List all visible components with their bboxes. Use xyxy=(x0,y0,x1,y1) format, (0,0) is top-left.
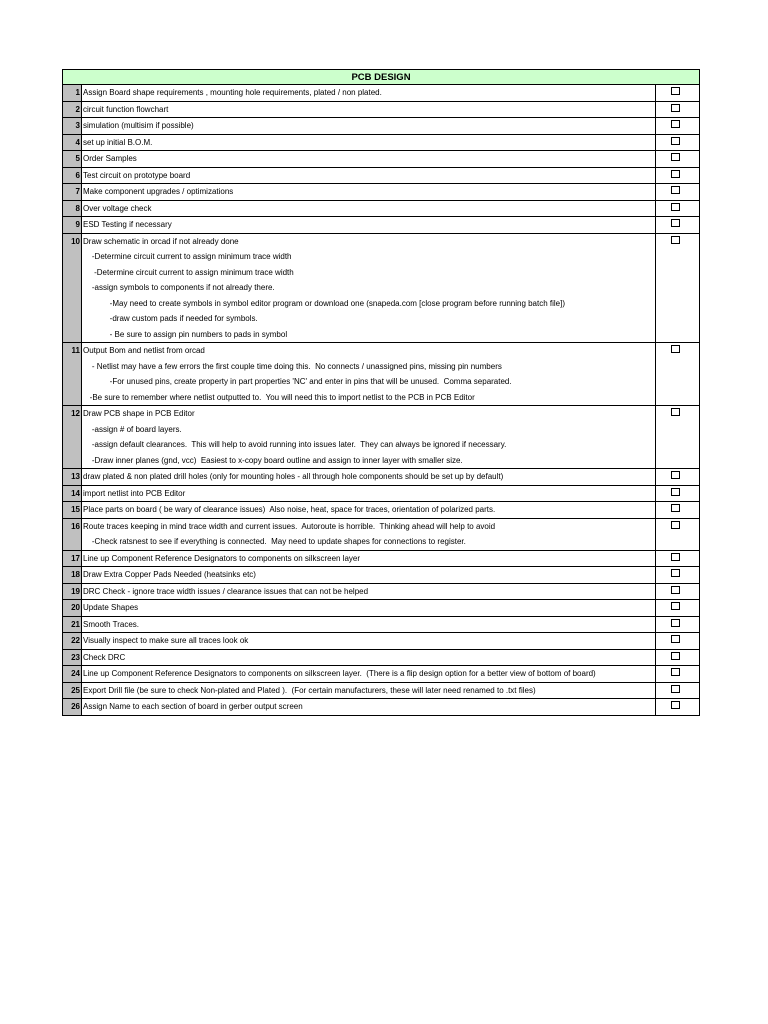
checkbox-cell xyxy=(656,617,699,633)
checkbox[interactable] xyxy=(671,586,680,594)
checkbox-cell xyxy=(656,406,699,468)
item-description xyxy=(82,600,656,616)
item-number xyxy=(63,343,82,405)
checkbox-cell xyxy=(656,502,699,518)
checkbox[interactable] xyxy=(671,120,680,128)
item-subnote-line: -Determine circuit current to assign minimum trace width xyxy=(83,252,292,261)
checkbox-cell xyxy=(656,683,699,699)
item-description xyxy=(82,683,656,699)
checkbox-cell xyxy=(656,184,699,200)
checkbox[interactable] xyxy=(671,701,680,709)
item-description-line: Route traces keeping in mind trace width and current issues. Autoroute is horrible. Thinking ahead will help to avoid xyxy=(83,521,496,531)
item-number-text: 12 xyxy=(71,409,80,418)
item-number-text: 22 xyxy=(71,636,80,645)
item-subnote-line: -assign # of board layers. xyxy=(83,424,182,434)
checklist-row xyxy=(62,486,700,503)
item-description xyxy=(82,168,656,184)
item-number-text: 20 xyxy=(71,603,80,612)
checkbox[interactable] xyxy=(671,504,680,512)
item-number-text: 19 xyxy=(71,586,80,596)
checklist-title: PCB DESIGN xyxy=(62,69,700,85)
item-subnote-line: -Check ratsnest to see if everything is connected. May need to update shapes for connections to register. xyxy=(83,537,466,546)
item-description xyxy=(82,234,656,343)
checklist-row xyxy=(62,666,700,683)
item-number xyxy=(63,201,82,217)
checklist-row xyxy=(62,85,700,102)
checklist-row xyxy=(62,135,700,152)
item-description-line: simulation (multisim if possible) xyxy=(83,121,194,130)
item-number-text: 8 xyxy=(75,203,80,213)
item-description xyxy=(82,135,656,151)
checklist-row xyxy=(62,217,700,234)
item-number-text: 16 xyxy=(71,521,80,531)
item-number xyxy=(63,519,82,550)
checkbox-cell xyxy=(656,650,699,666)
item-description xyxy=(82,567,656,583)
checklist-row xyxy=(62,584,700,601)
checkbox[interactable] xyxy=(671,619,680,627)
item-description xyxy=(82,118,656,134)
item-description-line: Draw schematic in orcad if not already done xyxy=(83,236,239,246)
checkbox-cell xyxy=(656,567,699,583)
item-description-line: Line up Component Reference Designators to components on silkscreen layer. (There is a flip design option for a better view of bottom of board) xyxy=(83,669,596,678)
item-number-text: 9 xyxy=(75,220,80,229)
checkbox-cell xyxy=(656,151,699,167)
item-subnote-line: -assign default clearances. This will help to avoid running into issues later. They can always be ignored if necessary. xyxy=(83,440,507,449)
checklist-row xyxy=(62,633,700,650)
checkbox[interactable] xyxy=(671,553,680,561)
checkbox-cell xyxy=(656,666,699,682)
item-number xyxy=(63,699,82,715)
item-subnote-line: -For unused pins, create property in part properties 'NC' and enter in pins that will be unused. Comma separated. xyxy=(83,377,512,386)
item-description xyxy=(82,201,656,217)
item-number-text: 17 xyxy=(71,553,80,563)
item-description-line: Line up Component Reference Designators to components on silkscreen layer xyxy=(83,553,361,563)
checklist-row xyxy=(62,102,700,119)
item-description xyxy=(82,617,656,633)
checkbox[interactable] xyxy=(671,602,680,610)
item-description xyxy=(82,343,656,405)
checkbox[interactable] xyxy=(671,635,680,643)
checkbox-cell xyxy=(656,519,699,550)
checklist-row xyxy=(62,168,700,185)
item-number-text: 18 xyxy=(71,570,80,579)
item-number-text: 4 xyxy=(75,137,80,147)
item-subnote-line: -Be sure to remember where netlist outputted to. You will need this to import netlist to the PCB in PCB Editor xyxy=(83,392,475,402)
item-number xyxy=(63,486,82,502)
item-description xyxy=(82,217,656,233)
checkbox[interactable] xyxy=(671,408,680,416)
item-description-line: Smooth Traces. xyxy=(83,619,140,629)
checkbox[interactable] xyxy=(671,170,680,178)
checkbox[interactable] xyxy=(671,137,680,145)
item-subnote-line: -assign symbols to components if not already there. xyxy=(83,283,275,292)
item-description xyxy=(82,502,656,518)
item-number-text: 23 xyxy=(71,652,80,662)
item-number-text: 15 xyxy=(71,505,80,514)
item-description-line: Output Bom and netlist from orcad xyxy=(83,346,205,355)
checkbox-cell xyxy=(656,633,699,649)
item-description-line: Draw PCB shape in PCB Editor xyxy=(83,409,195,418)
item-number-text: 6 xyxy=(75,170,80,180)
checklist-row xyxy=(62,201,700,218)
item-number-text: 3 xyxy=(75,121,80,130)
checkbox-cell xyxy=(656,118,699,134)
item-number-text: 10 xyxy=(71,236,80,246)
checkbox[interactable] xyxy=(671,471,680,479)
item-number xyxy=(63,469,82,485)
checklist-row xyxy=(62,617,700,634)
item-description-line: draw plated & non plated drill holes (only for mounting holes - all through hole components should be set up by default) xyxy=(83,472,504,481)
checklist-row xyxy=(62,469,700,486)
checkbox[interactable] xyxy=(671,87,680,95)
checkbox-cell xyxy=(656,217,699,233)
item-subnote-line: -draw custom pads if needed for symbols. xyxy=(83,314,258,323)
item-number xyxy=(63,151,82,167)
item-description xyxy=(82,666,656,682)
checkbox[interactable] xyxy=(671,685,680,693)
checkbox[interactable] xyxy=(671,569,680,577)
checkbox-cell xyxy=(656,234,699,343)
checkbox-cell xyxy=(656,102,699,118)
item-description-line: import netlist into PCB Editor xyxy=(83,488,186,498)
item-number xyxy=(63,567,82,583)
item-number xyxy=(63,234,82,343)
item-number xyxy=(63,184,82,200)
checklist-row xyxy=(62,343,700,406)
checkbox-cell xyxy=(656,699,699,715)
checkbox-cell xyxy=(656,600,699,616)
checkbox-cell xyxy=(656,584,699,600)
item-number xyxy=(63,135,82,151)
checklist-row xyxy=(62,699,700,716)
item-description-line: Check DRC xyxy=(83,652,126,662)
item-description xyxy=(82,184,656,200)
item-number xyxy=(63,406,82,468)
item-description xyxy=(82,102,656,118)
item-number-text: 5 xyxy=(75,154,80,163)
checkbox-cell xyxy=(656,201,699,217)
item-number xyxy=(63,683,82,699)
checkbox[interactable] xyxy=(671,219,680,227)
checklist-row xyxy=(62,502,700,519)
item-number xyxy=(63,650,82,666)
item-subnote-line: -Draw inner planes (gnd, vcc) Easiest to x-copy board outline and assign to inner layer with smaller size. xyxy=(83,455,463,465)
item-description xyxy=(82,650,656,666)
item-description-line: Assign Name to each section of board in gerber output screen xyxy=(83,702,303,711)
item-number xyxy=(63,102,82,118)
item-number-text: 26 xyxy=(71,702,80,711)
checklist-row xyxy=(62,118,700,135)
item-description xyxy=(82,469,656,485)
checkbox[interactable] xyxy=(671,153,680,161)
item-number-text: 21 xyxy=(71,619,80,629)
item-number xyxy=(63,584,82,600)
checkbox[interactable] xyxy=(671,521,680,529)
item-description-line: Export Drill file (be sure to check Non-plated and Plated ). (For certain manufacturers, these will later need renamed to .txt files) xyxy=(83,685,536,695)
item-description-line: Visually inspect to make sure all traces look ok xyxy=(83,636,249,645)
checklist-row xyxy=(62,406,700,469)
pcb-design-checklist xyxy=(62,69,700,716)
item-description xyxy=(82,519,656,550)
item-number xyxy=(63,118,82,134)
item-number xyxy=(63,551,82,567)
item-number xyxy=(63,666,82,682)
item-number xyxy=(63,168,82,184)
item-number xyxy=(63,617,82,633)
item-number xyxy=(63,502,82,518)
item-description xyxy=(82,633,656,649)
item-subnote-line: -May need to create symbols in symbol editor program or download one (snapeda.com [close program before running batch file]) xyxy=(83,298,566,308)
item-description-line: Update Shapes xyxy=(83,603,139,612)
item-number-text: 1 xyxy=(75,88,80,97)
item-description xyxy=(82,584,656,600)
checklist-row xyxy=(62,519,700,551)
checkbox[interactable] xyxy=(671,652,680,660)
checklist-rows xyxy=(62,85,700,716)
item-description xyxy=(82,699,656,715)
checkbox[interactable] xyxy=(671,236,680,244)
item-number xyxy=(63,600,82,616)
item-description-line: Over voltage check xyxy=(83,203,152,213)
item-number-text: 13 xyxy=(71,472,80,481)
checkbox-cell xyxy=(656,343,699,405)
item-subnote-line: - Netlist may have a few errors the first couple time doing this. No connects / unassigned pins, missing pin numbers xyxy=(83,361,502,371)
checklist-row xyxy=(62,683,700,700)
item-description xyxy=(82,406,656,468)
item-number-text: 24 xyxy=(71,669,80,678)
checklist-row xyxy=(62,567,700,584)
item-description-line: DRC Check - ignore trace width issues / clearance issues that can not be helped xyxy=(83,586,369,596)
checkbox[interactable] xyxy=(671,668,680,676)
item-description-line: Place parts on board ( be wary of clearance issues) Also noise, heat, space for traces, orientation of polarized parts. xyxy=(83,505,496,514)
item-description-line: circuit function flowchart xyxy=(83,104,169,114)
checkbox-cell xyxy=(656,168,699,184)
checkbox[interactable] xyxy=(671,345,680,353)
item-description xyxy=(82,551,656,567)
checkbox[interactable] xyxy=(671,186,680,194)
item-description-line: Assign Board shape requirements , mounting hole requirements, plated / non plated. xyxy=(83,88,382,97)
checkbox[interactable] xyxy=(671,488,680,496)
item-description-line: ESD Testing if necessary xyxy=(83,220,172,229)
item-number xyxy=(63,633,82,649)
checkbox-cell xyxy=(656,469,699,485)
checkbox[interactable] xyxy=(671,104,680,112)
checklist-row xyxy=(62,650,700,667)
checkbox-cell xyxy=(656,551,699,567)
checklist-row xyxy=(62,551,700,568)
item-subnote-line: -Determine circuit current to assign minimum trace width xyxy=(83,267,294,277)
checkbox-cell xyxy=(656,85,699,101)
item-description-line: Draw Extra Copper Pads Needed (heatsinks etc) xyxy=(83,570,256,579)
item-description-line: Order Samples xyxy=(83,154,137,163)
checklist-row xyxy=(62,151,700,168)
item-number xyxy=(63,85,82,101)
item-subnote-line: - Be sure to assign pin numbers to pads in symbol xyxy=(83,329,288,339)
item-description-line: Test circuit on prototype board xyxy=(83,170,191,180)
item-number-text: 14 xyxy=(71,488,80,498)
checkbox[interactable] xyxy=(671,203,680,211)
checkbox-cell xyxy=(656,486,699,502)
item-number-text: 11 xyxy=(71,346,80,355)
item-description xyxy=(82,486,656,502)
item-number-text: 2 xyxy=(75,104,80,114)
checkbox-cell xyxy=(656,135,699,151)
item-number xyxy=(63,217,82,233)
item-description-line: Make component upgrades / optimizations xyxy=(83,187,234,196)
checklist-row xyxy=(62,234,700,344)
item-description xyxy=(82,85,656,101)
checklist-row xyxy=(62,184,700,201)
item-number-text: 7 xyxy=(75,187,80,196)
item-description xyxy=(82,151,656,167)
item-number-text: 25 xyxy=(71,685,80,695)
checklist-row xyxy=(62,600,700,617)
item-description-line: set up initial B.O.M. xyxy=(83,137,153,147)
